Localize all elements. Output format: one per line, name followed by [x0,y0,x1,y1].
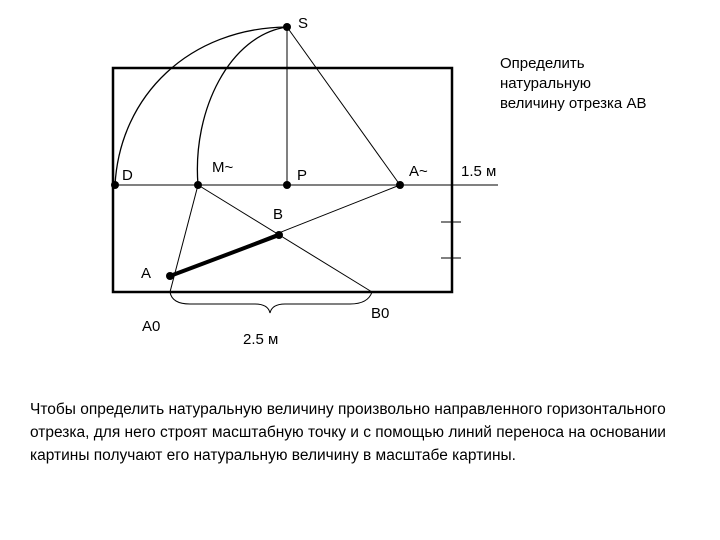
label-M: M~ [212,159,234,176]
arc-S-M [197,27,287,185]
point-A [166,272,174,280]
line-S-A-tilde [287,27,400,185]
line-M-B-B0 [198,185,372,292]
label-S: S [298,15,309,32]
task-line-1: Определить [500,55,585,72]
label-dist-horizon: 1.5 м [461,163,497,180]
segment-AB [170,235,279,276]
label-D: D [122,167,133,184]
picture-frame [113,68,452,292]
label-B0: B0 [371,305,390,322]
label-A-tilde: A~ [409,163,428,180]
label-P: P [297,167,308,184]
label-B: B [273,206,284,223]
arc-S-D [115,27,287,185]
label-dist-base: 2.5 м [243,331,279,348]
task-line-3: величину отрезка АВ [500,95,647,112]
point-S [283,23,291,31]
point-P [283,181,291,189]
description-paragraph: Чтобы определить натуральную величину произвольно направленного горизонтального отрезка, для него строят масштабную точку и с помощью линий переноса на основании картины получают его натуральную величину в масштабе картины. [30,401,666,464]
label-A0: A0 [142,318,161,335]
label-A: A [141,265,152,282]
task-line-2: натуральную [500,75,591,92]
point-A-tilde [396,181,404,189]
brace-2-5m [170,292,372,313]
task-text [500,54,700,114]
point-B [275,231,283,239]
point-M [194,181,202,189]
point-D [111,181,119,189]
